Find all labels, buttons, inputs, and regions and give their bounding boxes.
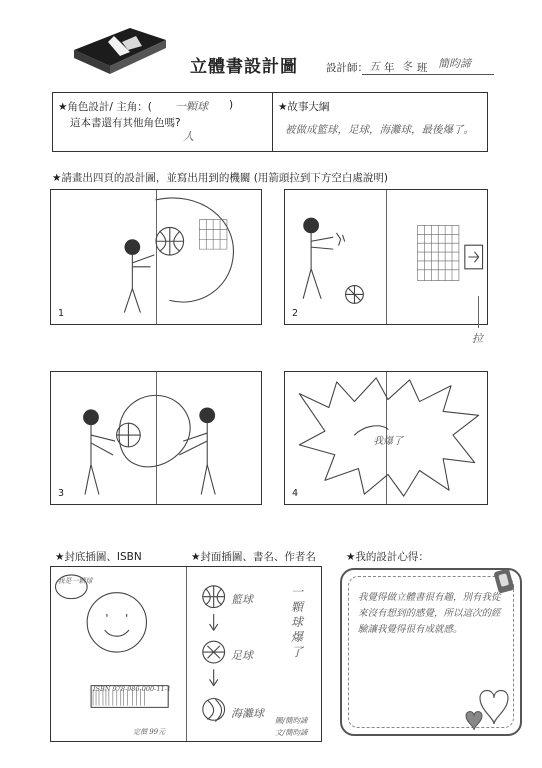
panel-number-4: 4 — [292, 488, 299, 499]
other-characters-answer: 人 — [183, 130, 194, 143]
explosion-text: 我爆了 — [373, 436, 403, 447]
isbn-text: ISBN 978-986-000-11-1 — [93, 685, 171, 693]
panel-2-sketch — [285, 190, 487, 324]
story-heading: ★故事大綱 — [278, 101, 330, 113]
story-text: 被做成籃球，足球，海灘球，最後爆了。 — [285, 124, 474, 136]
logo — [70, 20, 170, 76]
main-character-value: 一顆球 — [175, 100, 208, 113]
design-page-2 — [284, 189, 488, 325]
heart-decoration-icon — [460, 680, 520, 734]
design-page-4 — [284, 371, 488, 505]
author-credit: 文/簡昀諦 — [275, 728, 308, 737]
class-value: 冬 — [401, 60, 412, 73]
role-heading: ★角色設計/ 主角：( — [58, 101, 152, 113]
pull-mechanism-note: 拉 — [472, 332, 483, 345]
design-page-3 — [50, 371, 262, 505]
grade-value: 五 — [369, 60, 380, 73]
illustrator-credit: 圖/簡昀諦 — [275, 716, 308, 725]
panel-number-2: 2 — [292, 308, 299, 319]
designer-name: 簡昀諦 — [438, 57, 471, 70]
back-cover-heading: ★封底插圖、ISBN — [55, 551, 142, 563]
design-notes-text: 我覺得做立體書很有趣，別有我從來沒有想到的感覺，所以這次的經驗讓我覺得很有成就感。 — [358, 592, 501, 635]
price-text: 定價 99元 — [133, 728, 166, 736]
other-characters-question: 這本書還有其他角色嗎? — [70, 117, 181, 129]
grade-unit: 年 — [384, 62, 395, 74]
cover-item-basketball: 籃球 — [231, 593, 253, 606]
design-notes-frame — [340, 568, 522, 736]
book-title: 一顆球爆了 — [291, 585, 304, 659]
class-unit: 班 — [417, 62, 428, 74]
panel-3-sketch — [51, 372, 261, 504]
panel-number-3: 3 — [58, 488, 65, 499]
cover-item-beachball: 海灘球 — [231, 707, 264, 720]
pull-arrow — [478, 296, 479, 328]
cover-design — [50, 566, 322, 742]
clip-icon — [492, 566, 518, 596]
panel-number-1: 1 — [58, 308, 65, 319]
design-notes-heading: ★我的設計心得： — [346, 551, 429, 563]
role-heading-close: ) — [229, 99, 234, 111]
cover-item-soccer: 足球 — [231, 649, 253, 662]
designer-label: 設計師： — [326, 62, 368, 74]
page-title: 立體書設計圖 — [190, 57, 298, 77]
panel-1-sketch — [51, 190, 261, 324]
pages-heading: ★請畫出四頁的設計圖，並寫出用到的機關 (用箭頭拉到下方空白處說明) — [52, 172, 388, 184]
design-page-1 — [50, 189, 262, 325]
front-cover-heading: ★封面插圖、書名、作者名 — [191, 551, 316, 563]
back-cover-speech: 我是一顆球 — [57, 577, 93, 585]
designer-underline — [362, 74, 494, 75]
